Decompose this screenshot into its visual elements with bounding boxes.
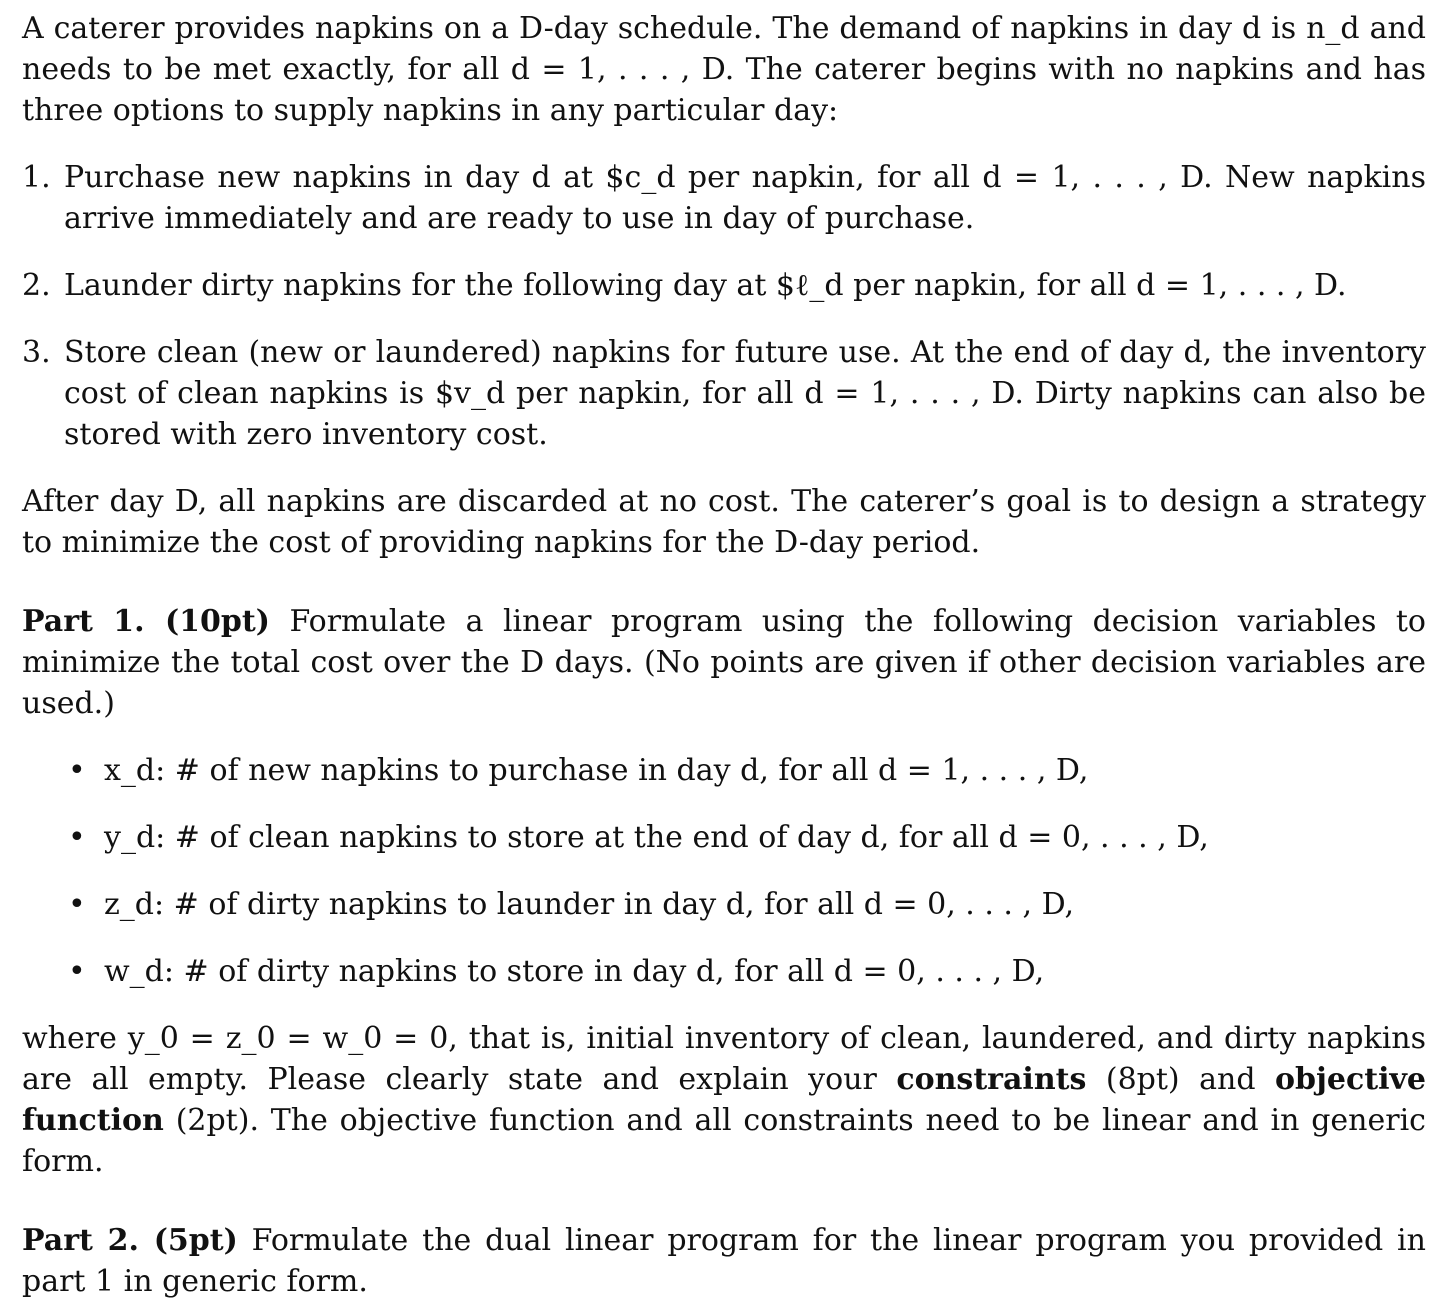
variable-item [22, 884, 1426, 925]
intro-paragraph: A caterer provides napkins on a D-day schedule. The demand of napkins in day d is n_d and needs to be met exactly, for all d = 1, . . . , D. The caterer begins with no napkins and has three options to supply napkins in any particular day: [22, 11, 1426, 128]
objective-emphasis: objective function [22, 1062, 1426, 1138]
bullet-icon: • [68, 820, 86, 855]
option-item [22, 265, 1426, 306]
part1-text: Formulate a linear program using the following decision variables to minimize the total cost over the D days. (No points are given if other decision variables are used.) [22, 604, 1426, 721]
option-text: Store clean (new or laundered) napkins for future use. At the end of day d, the inventory cost of clean napkins is $v_d per napkin, for all d = 1, . . . , D. Dirty napkins can also be stored with zero inventory cost. [64, 335, 1426, 452]
where-text-c: (2pt). The objective function and all constraints need to be linear and in generic form. [22, 1103, 1426, 1179]
part1-title: Part 1. (10pt) [22, 604, 270, 639]
variable-text: x_d: # of new napkins to purchase in day d, for all d = 1, . . . , D, [104, 753, 1089, 788]
bullet-icon: • [68, 753, 86, 788]
bullet-icon: • [68, 954, 86, 989]
variable-text: y_d: # of clean napkins to store at the end of day d, for all d = 0, . . . , D, [104, 820, 1209, 855]
variable-text: w_d: # of dirty napkins to store in day d, for all d = 0, . . . , D, [104, 954, 1045, 989]
problem-document [22, 8, 1426, 1302]
option-number: 1. [22, 160, 51, 195]
bullet-icon: • [68, 887, 86, 922]
variable-text: z_d: # of dirty napkins to launder in day d, for all d = 0, . . . , D, [104, 887, 1075, 922]
constraints-emphasis: constraints [896, 1062, 1087, 1097]
after-paragraph: After day D, all napkins are discarded at no cost. The caterer’s goal is to design a strategy to minimize the cost of providing napkins for the D-day period. [22, 484, 1426, 560]
option-number: 3. [22, 335, 51, 370]
where-text-b: (8pt) and [1105, 1062, 1256, 1097]
part2-title: Part 2. (5pt) [22, 1223, 238, 1258]
where-paragraph [22, 1018, 1426, 1182]
option-text: Purchase new napkins in day d at $c_d per napkin, for all d = 1, . . . , D. New napkins arrive immediately and are ready to use in day of purchase. [64, 160, 1426, 236]
option-text: Launder dirty napkins for the following day at $ℓ_d per napkin, for all d = 1, . . . , D. [64, 268, 1347, 303]
where-text-a: where y_0 = z_0 = w_0 = 0, that is, initial inventory of clean, laundered, and dirty napkins are all empty. Please clearly state and explain your [22, 1021, 1426, 1097]
part2-paragraph [22, 1220, 1426, 1302]
supply-options-list [22, 157, 1426, 455]
option-number: 2. [22, 268, 51, 303]
option-item [22, 157, 1426, 239]
part1-paragraph [22, 601, 1426, 724]
decision-variables-list [22, 750, 1426, 992]
variable-item [22, 750, 1426, 791]
option-item [22, 332, 1426, 455]
variable-item [22, 817, 1426, 858]
part2-text: Formulate the dual linear program for the linear program you provided in part 1 in generic form. [22, 1223, 1426, 1299]
variable-item [22, 951, 1426, 992]
